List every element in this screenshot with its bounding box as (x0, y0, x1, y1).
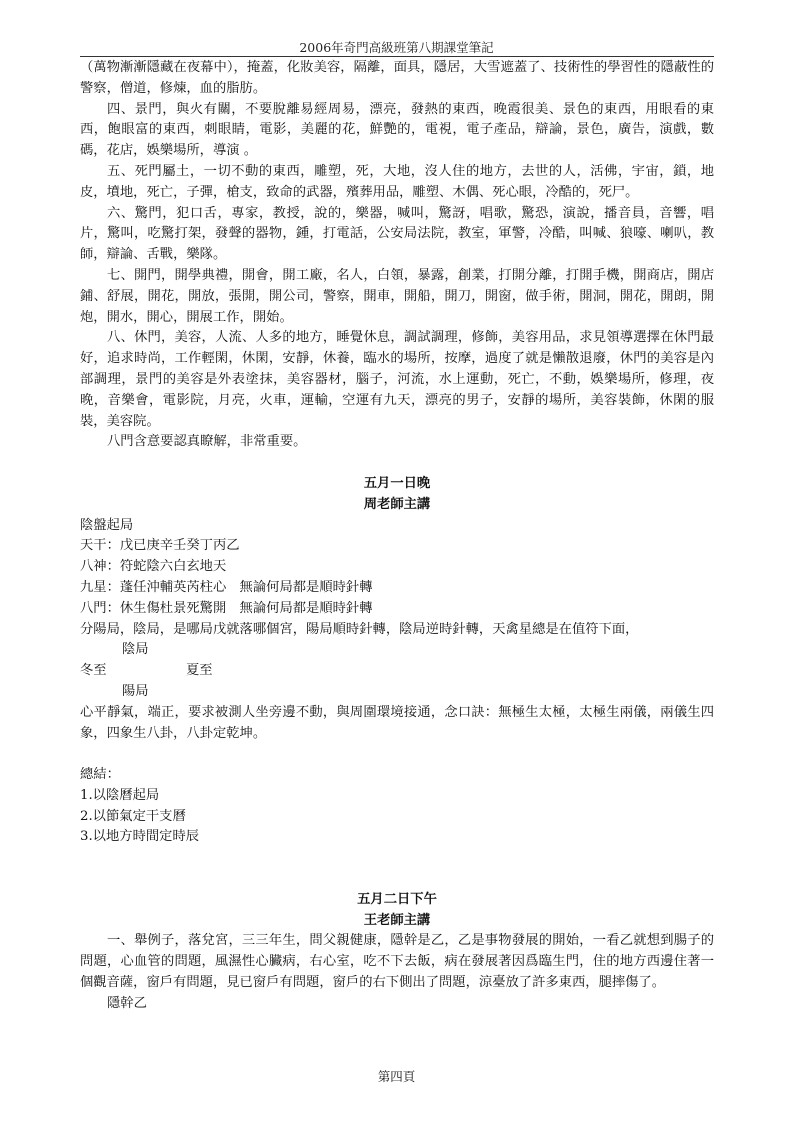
spacer (80, 848, 714, 890)
spacer (80, 453, 714, 474)
summary-heading: 總結： (80, 767, 120, 783)
header-rule (80, 56, 714, 57)
paragraph-kai-men: 七、開門，開學典禮，開會，開工廠，名人，白領，暴露，創業，打開分離，打開手機，開商店，開店鋪、舒展，開花，開放，張開，開公司，警察，開車，開船，開刀，開窗，做手術，開洞，開花，開朗，開炮，開水，開心，開展工作，開始。 (80, 267, 714, 325)
paragraph-hidden-stem: 隱幹乙 (107, 995, 147, 1011)
summary-item: 2.以節氣定干支曆 (80, 808, 186, 824)
paragraph-example: 一、舉例子，落兌宮，三三年生，問父親健康，隱幹是乙，乙是事物發展的開始，一看乙就想到腸子的問題，心血管的問題，風濕性心臟病，右心室，吃不下去飯，病在發展著因爲臨生門，住的地方西邊住著一個觀音薩，窗戶有問題，見已窗戶有問題，窗戶的右下側出了問題，涼臺放了許多東西，腿摔傷了。 (80, 933, 714, 991)
text-line: 陰盤起局 (80, 517, 134, 533)
summary-item: 3.以地方時間定時辰 (80, 829, 200, 845)
paragraph-jing-men: 四、景門，與火有關，不要脫離易經周易，漂亮，發熱的東西，晚霞很美、景色的東西，用眼看的東西，飽眼富的東西，刺眼睛，電影，美麗的花，鮮艷的，電視，電子產品，辯論，景色，廣告，演戲，數碼，花店，娛樂場所，導演 。 (80, 101, 714, 159)
document-body (80, 58, 714, 1015)
paragraph-si-men: 五、死門屬土，一切不動的東西，雕塑，死，大地，沒人住的地方，去世的人，活佛，宇宙，鎖，地皮，墳地，死亡，子彈，槍支，致命的武器，殯葬用品，雕塑、木偶、死心眼，冷酷的，死尸。 (80, 163, 714, 200)
paragraph-jing-men-alarm: 六、驚門，犯口舌，專家，教授，說的，樂器，喊叫，驚訝，唱歌，驚恐，演說，播音員，音響，唱片，驚叫，吃驚打架，發聲的器物，鍾，打電話，公安局法院，教室，軍警，冷酷，叫喊、狼嚎、喇叭，教師，辯論、舌戰，樂隊。 (80, 205, 714, 263)
summer-solstice-label: 夏至 (186, 663, 213, 679)
spacer (80, 744, 714, 765)
paragraph-note: 八門含意要認真瞭解，非常重要。 (107, 434, 307, 450)
section-heading-lecturer: 王老師主講 (363, 912, 431, 928)
summary-item: 1.以陰曆起局 (80, 787, 160, 803)
text-line: 八門：休生傷杜景死驚開 無論何局都是順時針轉 (80, 600, 373, 616)
text-line: 天干：戊已庚辛壬癸丁丙乙 (80, 538, 240, 554)
section-heading-date: 五月一日晚 (363, 475, 431, 491)
winter-solstice-label: 冬至 (80, 663, 107, 679)
paragraph-mantra: 心平靜氣，端正，要求被測人坐旁邊不動，與周圍環境接通，念口訣：無極生太極，太極生兩儀，兩儀生四象，四象生八卦，八卦定乾坤。 (80, 704, 714, 741)
paragraph-xiu-men: 八、休門，美容，人流、人多的地方，睡覺休息，調試調理，修飾，美容用品，求見領導選擇在休門最好，追求時尚，工作輕閑，休閑，安靜，休養，臨水的場所，按摩，過度了就是懶散退廢，休門的美容是內部調理，景門的美容是外表塗抹，美容器材，腦子，河流，水上運動，死亡，不動，娛樂場所，修理，夜晚，音樂會，電影院，月亮，火車，運輸，空運有九天，漂亮的男子，安靜的場所，美容裝飾，休閑的服裝，美容院。 (80, 330, 714, 429)
text-line: 分陽局，陰局，是哪局戊就落哪個宮，陽局順時針轉，陰局逆時針轉，天禽星總是在值符下面， (80, 621, 639, 637)
paragraph: （萬物漸漸隱藏在夜幕中），掩蓋，化妝美容，隔離，面具，隱居，大雪遮蓋了、技術性的學習性的隱蔽性的警察，僧道，修煉，血的脂肪。 (80, 60, 714, 96)
section-heading-lecturer: 周老師主講 (363, 496, 431, 512)
text-line: 九星：蓬任沖輔英芮柱心 無論何局都是順時針轉 (80, 579, 373, 595)
page-number: 第四頁 (377, 1069, 416, 1084)
season-row (80, 661, 714, 682)
yang-label: 陽局 (122, 683, 149, 699)
section-heading-date: 五月二日下午 (357, 891, 437, 907)
text-line: 八神：符蛇陰六白玄地天 (80, 559, 227, 575)
page-header: 2006年奇門高級班第八期課堂筆記 (299, 40, 494, 55)
yin-label: 陰局 (122, 642, 149, 658)
